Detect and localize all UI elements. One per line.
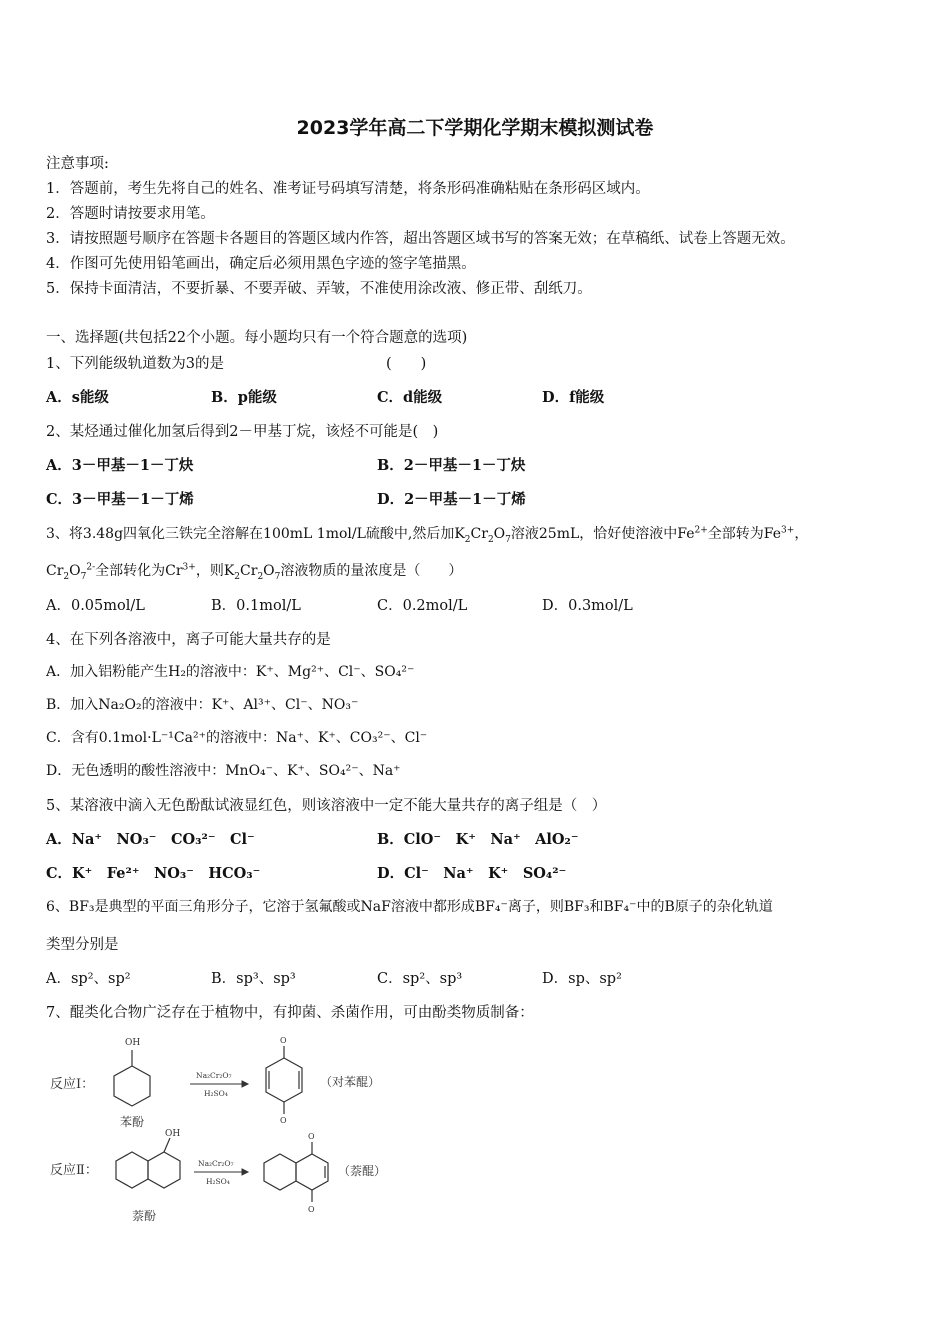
question-1-paren: ( ) xyxy=(386,356,427,372)
q6-option-c[interactable]: C．sp²、sp³ xyxy=(377,971,463,987)
q3-sub: 7 xyxy=(80,571,87,582)
exam-title: 2023学年高二下学期化学期末模拟测试卷 xyxy=(296,117,654,139)
q2-option-d[interactable]: D．2－甲基－1－丁烯 xyxy=(377,491,526,508)
section-heading: 一、选择题(共包括22个小题。每小题均只有一个符合题意的选项) xyxy=(46,330,468,346)
notice-item-5: 5．保持卡面清洁，不要折暴、不要弄破、弄皱，不准使用涂改液、修正带、刮纸刀。 xyxy=(46,281,592,297)
p-benzoquinone-o-bottom: O xyxy=(280,1116,287,1125)
reaction-1-reagent-top: Na₂Cr₂O₇ xyxy=(196,1071,232,1080)
q3-sub: 7 xyxy=(505,534,511,545)
q3-text: O xyxy=(263,563,275,579)
q3-text: ， xyxy=(794,526,809,542)
question-4-stem: 4、在下列各溶液中，离子可能大量共存的是 xyxy=(46,632,331,648)
q3-text: O xyxy=(493,526,506,542)
reaction-1-label: 反应Ⅰ： xyxy=(50,1077,95,1092)
q1-option-b[interactable]: B．p能级 xyxy=(211,389,277,406)
question-1-stem xyxy=(46,352,427,373)
naphthol-structure xyxy=(116,1138,180,1188)
q3-sub: 2 xyxy=(234,571,241,582)
q5-option-a[interactable]: A．Na⁺ NO₃⁻ CO₃²⁻ Cl⁻ xyxy=(46,831,255,848)
question-7-stem: 7、醌类化合物广泛存在于植物中，有抑菌、杀菌作用，可由酚类物质制备： xyxy=(46,1005,534,1021)
reaction-2-reagent-top: Na₂Cr₂O₇ xyxy=(198,1159,234,1168)
question-3-stem-line2 xyxy=(46,560,462,580)
q3-text: Cr xyxy=(46,563,64,579)
q4-option-d[interactable]: D．无色透明的酸性溶液中：MnO₄⁻、K⁺、SO₄²⁻、Na⁺ xyxy=(46,763,401,779)
q3-sub: 2 xyxy=(487,534,494,545)
q1-option-a[interactable]: A．s能级 xyxy=(46,389,109,406)
q4-option-c[interactable]: C．含有0.1mol·L⁻¹Ca²⁺的溶液中：Na⁺、K⁺、CO₃²⁻、Cl⁻ xyxy=(46,730,428,746)
notice-item-2: 2．答题时请按要求用笔。 xyxy=(46,206,215,222)
reaction-2-reagent-bottom: H₂SO₄ xyxy=(206,1177,230,1186)
naphthoquinone-o-top: O xyxy=(308,1132,315,1141)
phenol-oh-label: OH xyxy=(125,1038,141,1048)
reaction-diagram xyxy=(46,1032,406,1232)
phenol-structure xyxy=(114,1050,150,1106)
naphthol-oh-label: OH xyxy=(165,1129,181,1139)
notice-item-1: 1．答题前，考生先将自己的姓名、准考证号码填写清楚，将条形码准确粘贴在条形码区域内。 xyxy=(46,181,650,197)
reaction-1-reagent-bottom: H₂SO₄ xyxy=(204,1089,228,1098)
q3-option-d[interactable]: D．0.3mol/L xyxy=(542,598,633,614)
q3-text: O xyxy=(69,563,81,579)
p-benzoquinone-o-top: O xyxy=(280,1036,287,1045)
q2-option-c[interactable]: C．3－甲基－1－丁烯 xyxy=(46,491,194,508)
q2-option-a[interactable]: A．3－甲基－1－丁炔 xyxy=(46,457,194,474)
naphthoquinone-structure xyxy=(264,1142,328,1202)
q3-option-a[interactable]: A．0.05mol/L xyxy=(46,598,145,614)
question-2-stem: 2、某烃通过催化加氢后得到2－甲基丁烷，该烃不可能是( ) xyxy=(46,424,439,440)
q1-option-c[interactable]: C．d能级 xyxy=(377,389,443,406)
q5-option-d[interactable]: D．Cl⁻ Na⁺ K⁺ SO₄²⁻ xyxy=(377,865,567,882)
q3-text: Cr xyxy=(470,526,488,542)
p-benzoquinone-structure xyxy=(266,1046,302,1114)
notice-item-4: 4．作图可先使用铅笔画出，确定后必须用黑色字迹的签字笔描黑。 xyxy=(46,256,476,272)
q3-text: Cr xyxy=(240,563,258,579)
q5-option-b[interactable]: B．ClO⁻ K⁺ Na⁺ AlO₂⁻ xyxy=(377,831,579,848)
reaction-2-label: 反应Ⅱ： xyxy=(50,1163,98,1178)
p-benzoquinone-name: （对苯醌） xyxy=(320,1075,381,1089)
q6-option-b[interactable]: B．sp³、sp³ xyxy=(211,971,296,987)
q2-option-b[interactable]: B．2－甲基－1－丁炔 xyxy=(377,457,526,474)
question-1-text: 1、下列能级轨道数为3的是 xyxy=(46,356,224,372)
q3-sup: 2+ xyxy=(694,525,708,536)
q3-text: 3、将3.48g四氧化三铁完全溶解在100mL 1mol/L硫酸中,然后加K xyxy=(46,526,465,542)
q1-option-d[interactable]: D．f能级 xyxy=(542,389,605,406)
question-6-stem-line1: 6、BF₃是典型的平面三角形分子，它溶于氢氟酸或NaF溶液中都形成BF₄⁻离子，则BF₃和BF₄⁻中的B原子的杂化轨道 xyxy=(46,899,773,915)
q3-text: 全部转为Fe xyxy=(707,526,782,542)
reaction-2-arrow xyxy=(194,1169,248,1175)
q3-sub: 7 xyxy=(274,571,281,582)
phenol-name: 苯酚 xyxy=(120,1115,145,1129)
question-6-stem-line2: 类型分别是 xyxy=(46,937,119,953)
naphthoquinone-o-bottom: O xyxy=(308,1205,315,1214)
q4-option-b[interactable]: B．加入Na₂O₂的溶液中：K⁺、Al³⁺、Cl⁻、NO₃⁻ xyxy=(46,697,359,713)
q3-sub: 2 xyxy=(63,571,70,582)
q6-option-a[interactable]: A．sp²、sp² xyxy=(46,971,131,987)
q4-option-a[interactable]: A．加入铝粉能产生H₂的溶液中：K⁺、Mg²⁺、Cl⁻、SO₄²⁻ xyxy=(46,664,415,680)
notice-item-3: 3．请按照题号顺序在答题卡各题目的答题区域内作答，超出答题区域书写的答案无效；在草稿纸、试卷上答题无效。 xyxy=(46,231,795,247)
q3-option-c[interactable]: C．0.2mol/L xyxy=(377,598,468,614)
q3-sub: 2 xyxy=(464,534,471,545)
question-3-stem-line1 xyxy=(46,523,808,543)
q3-option-b[interactable]: B．0.1mol/L xyxy=(211,598,301,614)
q3-sup: 3+ xyxy=(781,525,795,536)
q3-sub: 2 xyxy=(257,571,264,582)
question-5-stem: 5、某溶液中滴入无色酚酞试液显红色，则该溶液中一定不能大量共存的离子组是（ ） xyxy=(46,798,607,814)
q3-text: ，则K xyxy=(195,563,235,579)
q5-option-c[interactable]: C．K⁺ Fe²⁺ NO₃⁻ HCO₃⁻ xyxy=(46,865,261,882)
q3-text: 溶液物质的量浓度是（ ） xyxy=(280,563,463,579)
naphthoquinone-name: （萘醌） xyxy=(338,1164,387,1178)
q6-option-d[interactable]: D．sp、sp² xyxy=(542,971,622,987)
q3-sup: 2- xyxy=(86,562,96,573)
q3-text: 全部转化为Cr xyxy=(95,563,183,579)
naphthol-name: 萘酚 xyxy=(132,1209,157,1223)
notice-heading: 注意事项: xyxy=(46,156,109,172)
reaction-1-arrow xyxy=(190,1081,248,1087)
q3-sup: 3+ xyxy=(182,562,196,573)
q3-text: 溶液25mL，恰好使溶液中Fe xyxy=(510,526,695,542)
